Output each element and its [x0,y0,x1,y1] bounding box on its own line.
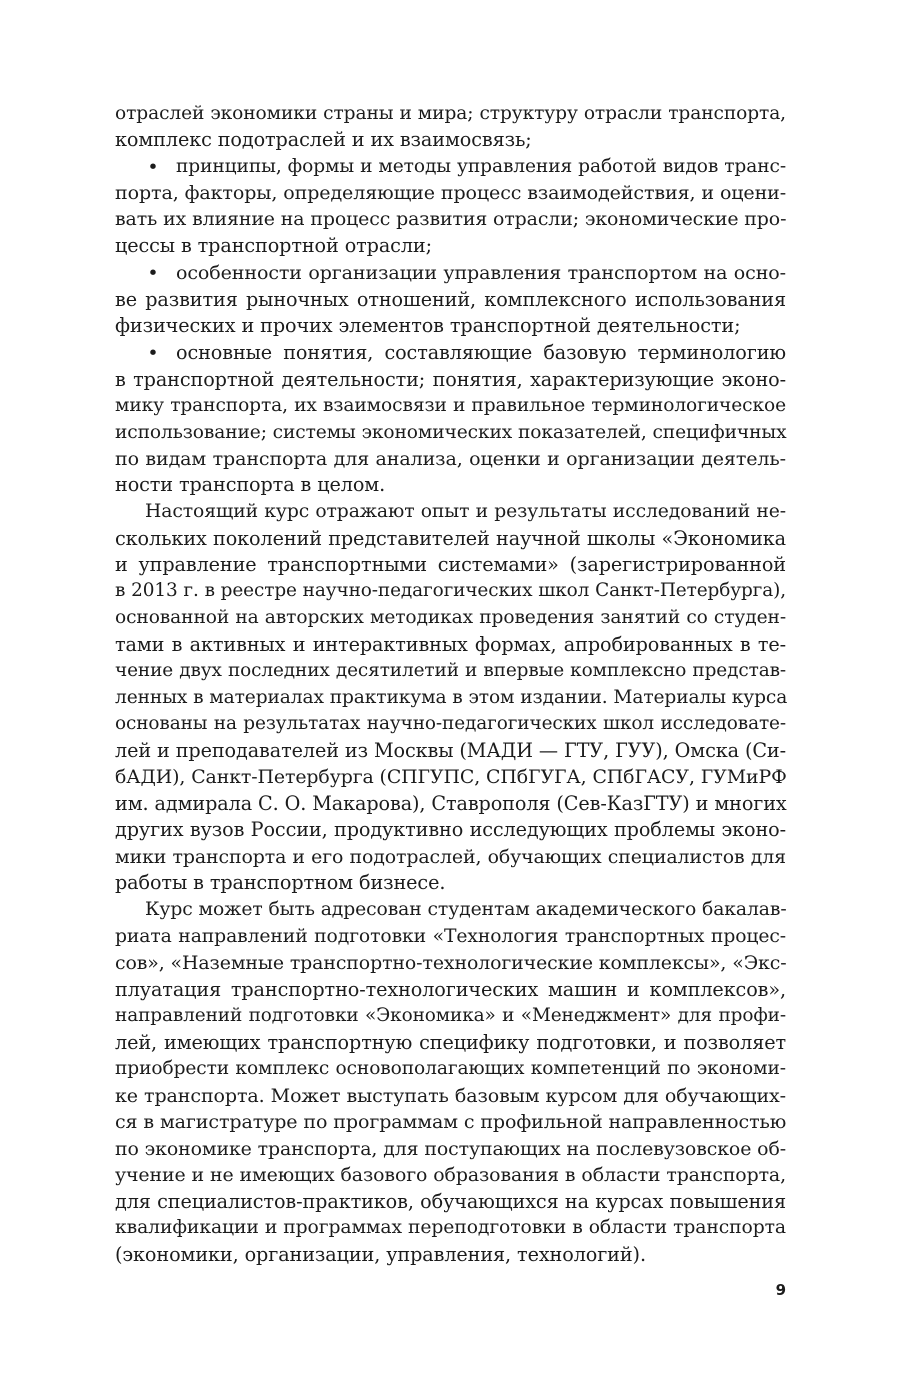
bullet-text-line: в транспортной деятельности; понятия, характеризующие эконо- [115,368,786,391]
paragraph-text-line: основанной на авторских методиках проведения занятий со студен- [115,607,786,628]
paragraph-text-line: направлений подготовки «Экономика» и «Менеджмент» для профи- [115,1005,786,1026]
paragraph-text-line: ке транспорта. Может выступать базовым курсом для обучающих- [115,1085,786,1107]
page-number: 9 [775,1281,786,1299]
bullet-text-line: цессы в транспортной отрасли; [115,234,432,257]
bullet-text-line: мику транспорта, их взаимосвязи и правильное терминологическое [115,395,786,416]
paragraph-text-line: плуатация транспортно-технологических машин и комплексов», [115,978,786,1001]
paragraph-text-line: лей и преподавателей из Москвы (МАДИ — ГТУ, ГУУ), Омска (Си- [115,739,786,762]
paragraph-text-line: квалификации и программах переподготовки в области транспорта [115,1217,786,1238]
bullet-text-line: вать их влияние на процесс развития отрасли; экономические про- [115,208,787,230]
bullet-text-line: ности транспорта в целом. [115,473,386,496]
paragraph-text-line: Курс может быть адресован студентам академического бакалав- [145,899,787,920]
paragraph-text-line: риата направлений подготовки «Технология транспортных процес- [115,926,786,947]
paragraph-text-line: ленных в материалах практикума в этом издании. Материалы курса [115,687,788,708]
paragraph-text-line: сов», «Наземные транспортно-технологические комплексы», «Экс- [115,952,787,974]
bullet-text-line: принципы, формы и методы управления работой видов транс- [176,156,786,177]
paragraph-text-line: (экономики, организации, управления, технологий). [115,1243,646,1266]
bullet-text-line: основные понятия, составляющие базовую терминологию [176,341,786,364]
paragraph-text-line: им. адмирала С. О. Макарова), Ставрополя (Сев-КазГТУ) и многих [115,792,787,815]
bullet-text-line: физических и прочих элементов транспортной деятельности; [115,314,741,337]
bullet-text-line: ве развития рыночных отношений, комплексного использования [115,288,786,311]
bullet-text-line: порта, факторы, определяющие процесс взаимодействия, и оцени- [115,182,787,204]
bullet-text-line: по видам транспорта для анализа, оценки и организации деятель- [115,448,786,470]
bullet-marker: • [147,342,159,364]
paragraph-text-line: приобрести комплекс основополагающих компетенций по экономи- [115,1058,786,1079]
paragraph-text-line: в 2013 г. в реестре научно-педагогических школ Санкт-Петербурга), [115,580,786,601]
paragraph-text-line: других вузов России, продуктивно исследующих проблемы эконо- [115,818,786,841]
paragraph-text-line: Настоящий курс отражают опыт и результаты исследований не- [145,501,786,522]
paragraph-text-line: основаны на результатах научно-педагогических школ исследовате- [115,713,786,734]
paragraph-text-line: тами в активных и интерактивных формах, апробированных в те- [115,633,786,656]
paragraph-text-line: скольких поколений представителей научной школы «Экономика [115,527,786,550]
bullet-text-line: особенности организации управления транспортом на осно- [176,262,786,284]
bullet-marker: • [147,156,159,178]
paragraph-text-line: работы в транспортном бизнесе. [115,871,446,894]
paragraph-text-line: чение двух последних десятилетий и впервые комплексно представ- [115,660,786,681]
body-text-line: отраслей экономики страны и мира; структуру отрасли транспорта, [115,103,786,124]
paragraph-text-line: учение и не имеющих базового образования в области транспорта, [115,1164,786,1186]
bullet-text-line: использование; системы экономических показателей, специфичных [115,422,787,443]
paragraph-text-line: мики транспорта и его подотраслей, обучающих специалистов для [115,846,786,868]
bullet-marker: • [147,262,159,284]
paragraph-text-line: по экономике транспорта, для поступающих на послевузовское об- [115,1138,787,1160]
paragraph-text-line: и управление транспортными системами» (зарегистрированной [115,553,786,576]
paragraph-text-line: бАДИ), Санкт-Петербурга (СПГУПС, СПбГУГА, СПбГАСУ, ГУМиРФ [115,766,787,788]
paragraph-text-line: ся в магистратуре по программам с профильной направленностью [115,1111,787,1133]
paragraph-text-line: для специалистов-практиков, обучающихся на курсах повышения [115,1190,786,1213]
body-text-line: комплекс подотраслей и их взаимосвязь; [115,128,532,151]
paragraph-text-line: лей, имеющих транспортную специфику подготовки, и позволяет [115,1031,786,1054]
